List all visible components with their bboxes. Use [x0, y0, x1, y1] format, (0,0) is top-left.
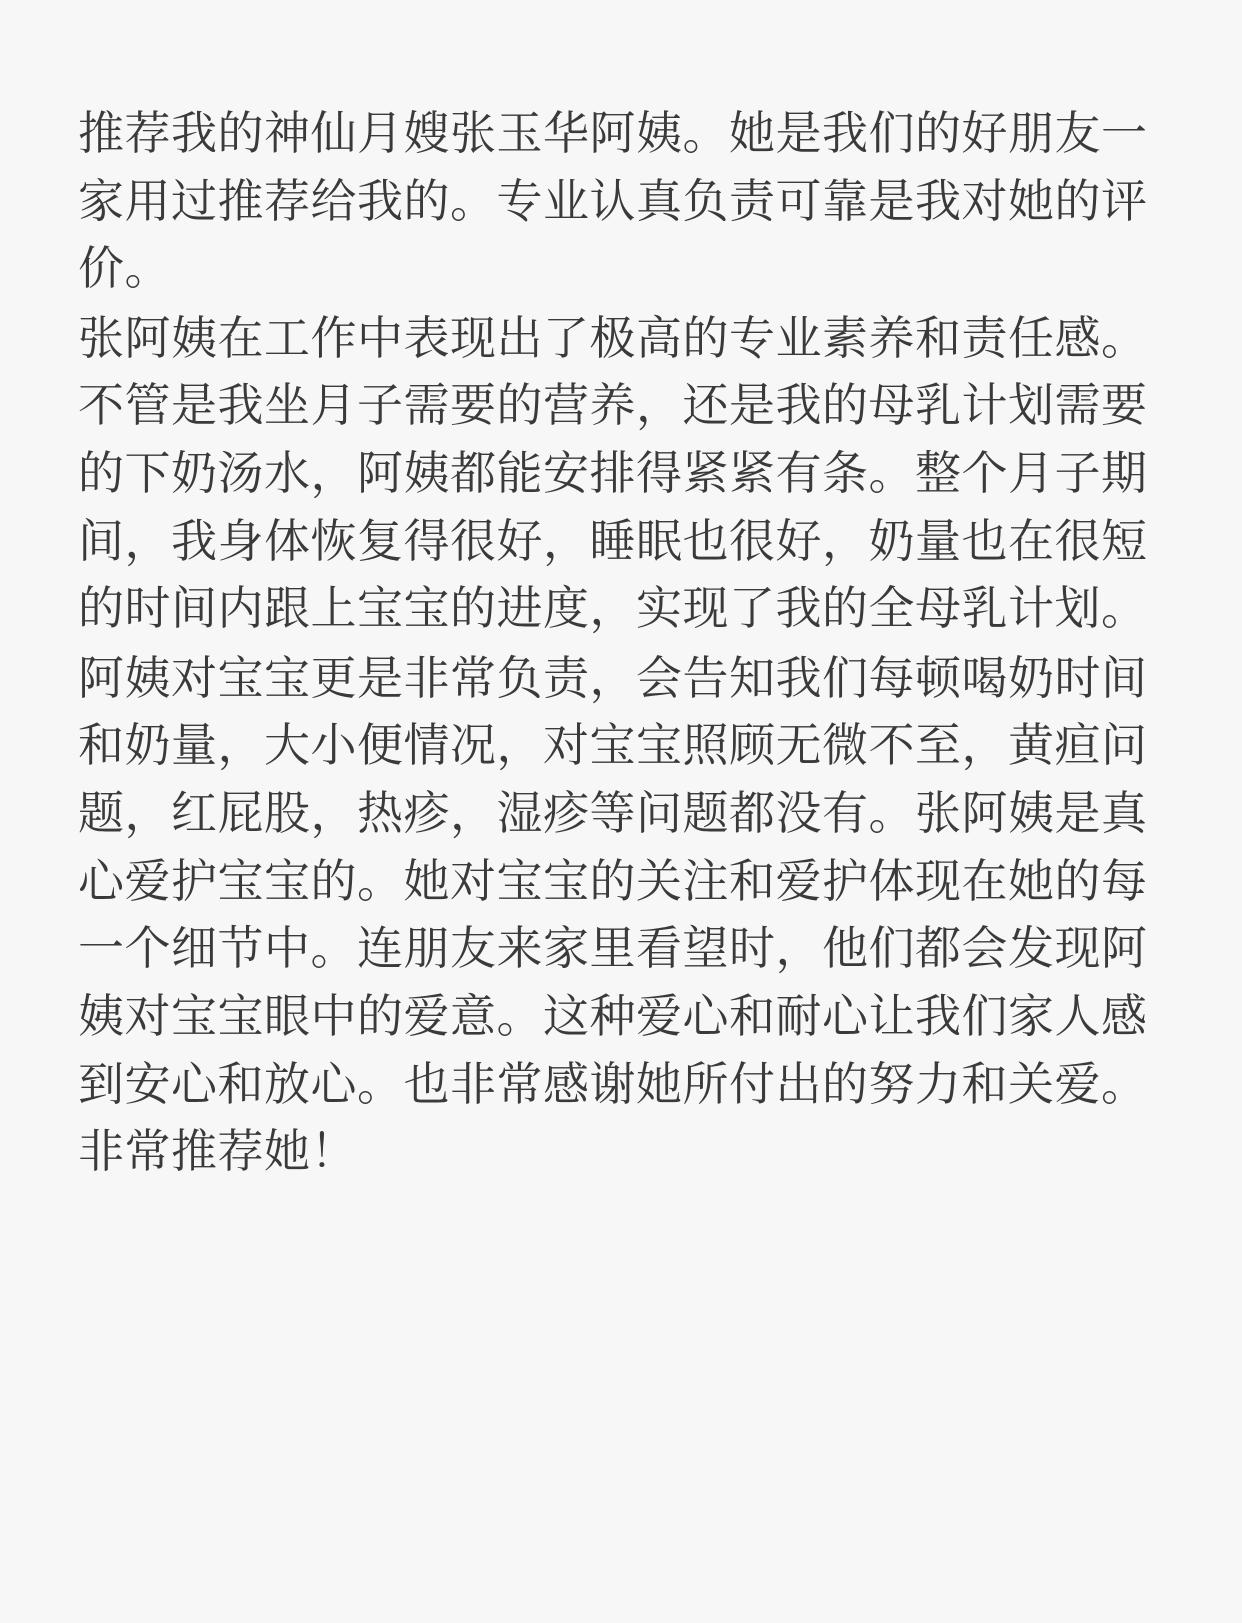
paragraph-3: 阿姨对宝宝更是非常负责，会告知我们每顿喝奶时间和奶量，大小便情况，对宝宝照顾无微不至，黄疸问题，红屁股，热疹，湿疹等问题都没有。张阿姨是真心爱护宝宝的。她对宝宝的关注和爱护体现在她的每一个细节中。连朋友来家里看望时，他们都会发现阿姨对宝宝眼中的爱意。这种爱心和耐心让我们家人感到安心和放心。也非常感谢她所付出的努力和关爱。非常推荐她！	[78, 650, 1148, 1179]
paragraph-1: 推荐我的神仙月嫂张玉华阿姨。她是我们的好朋友一家用过推荐给我的。专业认真负责可靠是我对她的评价。	[78, 106, 1148, 296]
document-body	[78, 100, 1164, 1186]
paragraph-2: 张阿姨在工作中表现出了极高的专业素养和责任感。不管是我坐月子需要的营养，还是我的母乳计划需要的下奶汤水，阿姨都能安排得紧紧有条。整个月子期间，我身体恢复得很好，睡眠也很好，奶量也在很短的时间内跟上宝宝的进度，实现了我的全母乳计划。	[78, 310, 1148, 636]
